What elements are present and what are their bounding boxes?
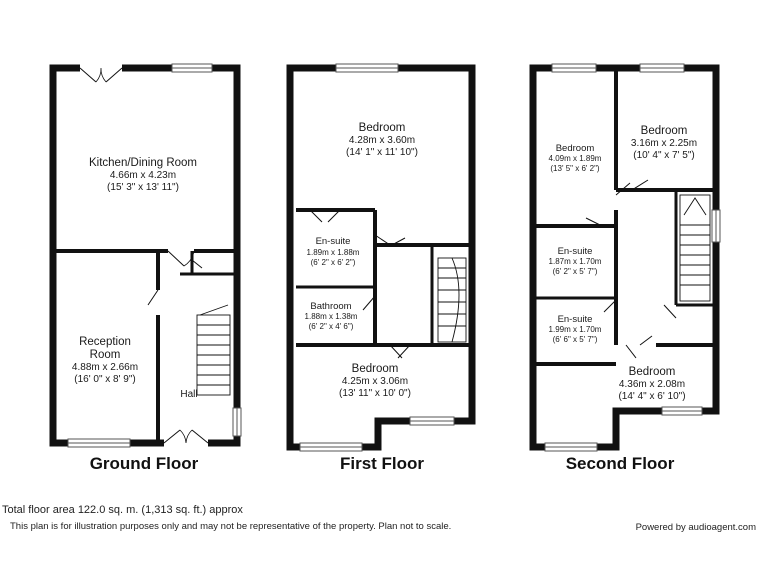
ff-bedroom-2-name: Bedroom xyxy=(351,363,399,375)
kitchen-dining-imperial: (15' 3" x 13' 11") xyxy=(107,182,179,193)
ff-bedroom-1-name: Bedroom xyxy=(358,122,406,134)
sf-bedroom-1-name: Bedroom xyxy=(555,143,595,154)
first-floor-label: First Floor xyxy=(339,454,425,473)
sf-ensuite-2-imperial: (6' 6" x 5' 7") xyxy=(552,335,598,344)
sf-bedroom-1-imperial: (13' 5" x 6' 2") xyxy=(550,164,600,173)
ff-bathroom-name: Bathroom xyxy=(310,301,352,312)
sf-ensuite-1-imperial: (6' 2" x 5' 7") xyxy=(552,267,598,276)
reception-name-line1: Reception xyxy=(79,336,131,348)
kitchen-dining-metric: 4.66m x 4.23m xyxy=(109,170,177,181)
ff-bathroom-metric: 1.88m x 1.38m xyxy=(304,312,358,321)
sf-ensuite-1-name: En-suite xyxy=(557,246,593,257)
ff-bedroom-1-imperial: (14' 1" x 11' 10") xyxy=(346,147,418,158)
sf-bedroom-3-name: Bedroom xyxy=(628,366,676,378)
sf-bedroom-3-imperial: (14' 4" x 6' 10") xyxy=(618,391,686,402)
sf-bedroom-3-metric: 4.36m x 2.08m xyxy=(618,379,686,390)
ff-bedroom-2-imperial: (13' 11" x 10' 0") xyxy=(339,388,411,399)
total-floor-area: Total floor area 122.0 sq. m. (1,313 sq. ft.) approx xyxy=(2,504,243,516)
reception-metric: 4.88m x 2.66m xyxy=(71,362,139,373)
sf-bedroom-2-imperial: (10' 4" x 7' 5") xyxy=(633,150,695,161)
ground-floor-label: Ground Floor xyxy=(89,454,199,473)
sf-ensuite-1-metric: 1.87m x 1.70m xyxy=(548,257,602,266)
second-floor-label: Second Floor xyxy=(565,454,675,473)
reception-name-line2: Room xyxy=(89,349,121,361)
disclaimer-text: This plan is for illustration purposes only and may not be representative of the property. Plan not to scale. xyxy=(10,521,452,532)
sf-bedroom-1-metric: 4.09m x 1.89m xyxy=(548,154,602,163)
ff-bathroom-imperial: (6' 2" x 4' 6") xyxy=(308,322,354,331)
hall-name: Hall xyxy=(180,389,198,400)
kitchen-dining-name: Kitchen/Dining Room xyxy=(88,157,198,169)
powered-by-text: Powered by audioagent.com xyxy=(635,522,756,533)
ff-bedroom-2-metric: 4.25m x 3.06m xyxy=(341,376,409,387)
ff-ensuite-metric: 1.89m x 1.88m xyxy=(306,248,360,257)
ff-ensuite-name: En-suite xyxy=(315,236,351,247)
sf-ensuite-2-name: En-suite xyxy=(557,314,593,325)
ff-bedroom-1-metric: 4.28m x 3.60m xyxy=(348,135,416,146)
sf-bedroom-2-name: Bedroom xyxy=(640,125,688,137)
ground-floor-plan xyxy=(53,64,241,447)
ff-ensuite-imperial: (6' 2" x 6' 2") xyxy=(310,258,356,267)
sf-ensuite-2-metric: 1.99m x 1.70m xyxy=(548,325,602,334)
reception-imperial: (16' 0" x 8' 9") xyxy=(74,374,136,385)
sf-bedroom-2-metric: 3.16m x 2.25m xyxy=(630,138,698,149)
